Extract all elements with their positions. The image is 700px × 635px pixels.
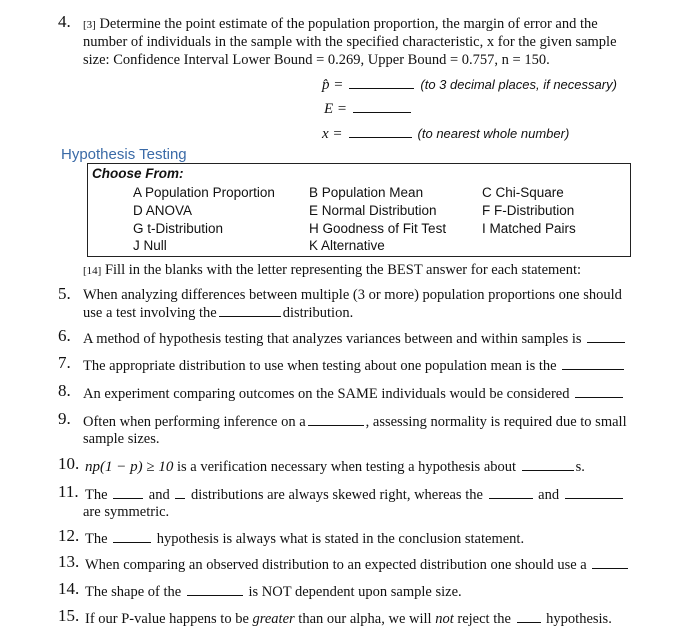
q14-blank[interactable] [187,583,243,596]
q6-number: 6. [58,326,71,345]
phat-label: p̂ = [322,77,344,93]
e-blank[interactable] [353,100,411,113]
option-a: A Population Proportion [133,185,275,200]
choose-from-box [87,163,631,257]
q4-points: [3] [83,19,96,31]
q4-line1 [83,16,598,34]
instruction [83,262,581,280]
option-d: D ANOVA [133,203,193,218]
q7-text: The appropriate distribution to use when testing about one population mean is the [83,358,557,374]
instruction-text: Fill in the blanks with the letter representing the BEST answer for each statement: [104,262,582,278]
q9-line2: sample sizes. [83,431,160,447]
e-label: E = [324,101,348,117]
x-hint: (to nearest whole number) [417,126,570,141]
q5-number: 5. [58,284,71,303]
q9-text-b: , assessing normality is required due to small [365,414,627,430]
q10-text: is a verification necessary when testing a hypothesis about [176,459,517,475]
q5-blank[interactable] [219,304,281,317]
q9-text-a: Often when performing inference on a [83,414,306,430]
q15-text-c: reject the [457,611,511,627]
x-label: x = [322,126,343,142]
q6-line [83,330,627,348]
q12-text-b: hypothesis is always what is stated in the conclusion statement. [156,531,525,547]
phat-blank[interactable] [349,76,414,89]
q13-text: When comparing an observed distribution to an expected distribution one should use a [85,557,587,573]
q5-line2 [83,304,353,322]
option-h: H Goodness of Fit Test [309,221,447,236]
q12-text-a: The [85,531,108,547]
q4-number: 4. [58,12,71,31]
q13-number: 13. [58,552,80,571]
q15-text-d: hypothesis. [546,611,612,627]
q6-blank[interactable] [587,330,625,343]
e-row [324,100,413,118]
option-k: K Alternative [309,238,385,253]
q15-number: 15. [58,606,80,625]
q11-blank-1[interactable] [113,486,143,499]
q10-number: 10. [58,454,80,473]
q11-line2: are symmetric. [83,504,170,520]
q7-blank[interactable] [562,357,624,370]
q15-greater: greater [252,611,295,627]
option-c: C Chi-Square [482,185,564,200]
q8-text: An experiment comparing outcomes on the SAME individuals would be considered [83,386,570,402]
option-j: J Null [133,238,167,253]
q9-number: 9. [58,409,71,428]
q5-line1: When analyzing differences between multiple (3 or more) population proportions one should [83,287,622,303]
option-g: G t-Distribution [133,221,224,236]
option-b: B Population Mean [309,185,424,200]
instruction-points: [14] [83,265,102,277]
q5-text-b: use a test involving the [83,305,217,321]
q14-text-a: The shape of the [85,584,182,600]
q11-number: 11. [58,482,79,501]
q11-blank-4[interactable] [565,486,623,499]
q14-text-b: is NOT dependent upon sample size. [248,584,462,600]
option-e: E Normal Distribution [309,203,437,218]
q10-line [85,458,585,476]
q15-line [85,610,612,628]
q15-not: not [435,611,454,627]
q11-blank-3[interactable] [489,486,533,499]
q6-text: A method of hypothesis testing that analyzes variances between and within samples is [83,331,582,347]
q9-blank[interactable] [308,413,364,426]
q15-text-a: If our P-value happens to be [85,611,249,627]
option-f: F F-Distribution [482,203,575,218]
q10-text-b: s. [575,459,585,475]
q11-text-d: and [538,487,560,503]
q8-number: 8. [58,381,71,400]
q5-text-c: distribution. [282,305,354,321]
q7-number: 7. [58,353,71,372]
section-heading: Hypothesis Testing [61,146,187,163]
phat-row [322,76,617,94]
q11-line1 [85,486,625,504]
q14-line [85,583,462,601]
q11-text-b: and [148,487,170,503]
q14-number: 14. [58,579,80,598]
q12-number: 12. [58,526,80,545]
q11-text-a: The [85,487,108,503]
q8-blank[interactable] [575,385,623,398]
q4-line2: number of individuals in the sample with the specified characteristic, x for the given sample [83,34,617,50]
q13-line [85,556,630,574]
q8-line [83,385,625,403]
q9-line1 [83,413,627,431]
q12-blank[interactable] [113,530,151,543]
q13-blank[interactable] [592,556,628,569]
x-row [322,125,569,143]
phat-hint: (to 3 decimal places, if necessary) [420,77,617,92]
q11-blank-2[interactable] [175,486,185,499]
q15-text-b: than our alpha, we will [298,611,432,627]
q4-line3: size: Confidence Interval Lower Bound = 0.269, Upper Bound = 0.757, n = 150. [83,52,550,68]
q10-math: np(1 − p) ≥ 10 [85,459,174,475]
q10-blank[interactable] [522,458,574,471]
x-blank[interactable] [349,125,412,138]
q15-blank[interactable] [517,610,541,623]
option-i: I Matched Pairs [482,221,576,236]
q11-text-c: distributions are always skewed right, whereas the [190,487,483,503]
choose-title: Choose From: [92,166,184,181]
q7-line [83,357,626,375]
q4-text-1: Determine the point estimate of the population proportion, the margin of error and the [99,16,598,32]
q12-line [85,530,524,548]
